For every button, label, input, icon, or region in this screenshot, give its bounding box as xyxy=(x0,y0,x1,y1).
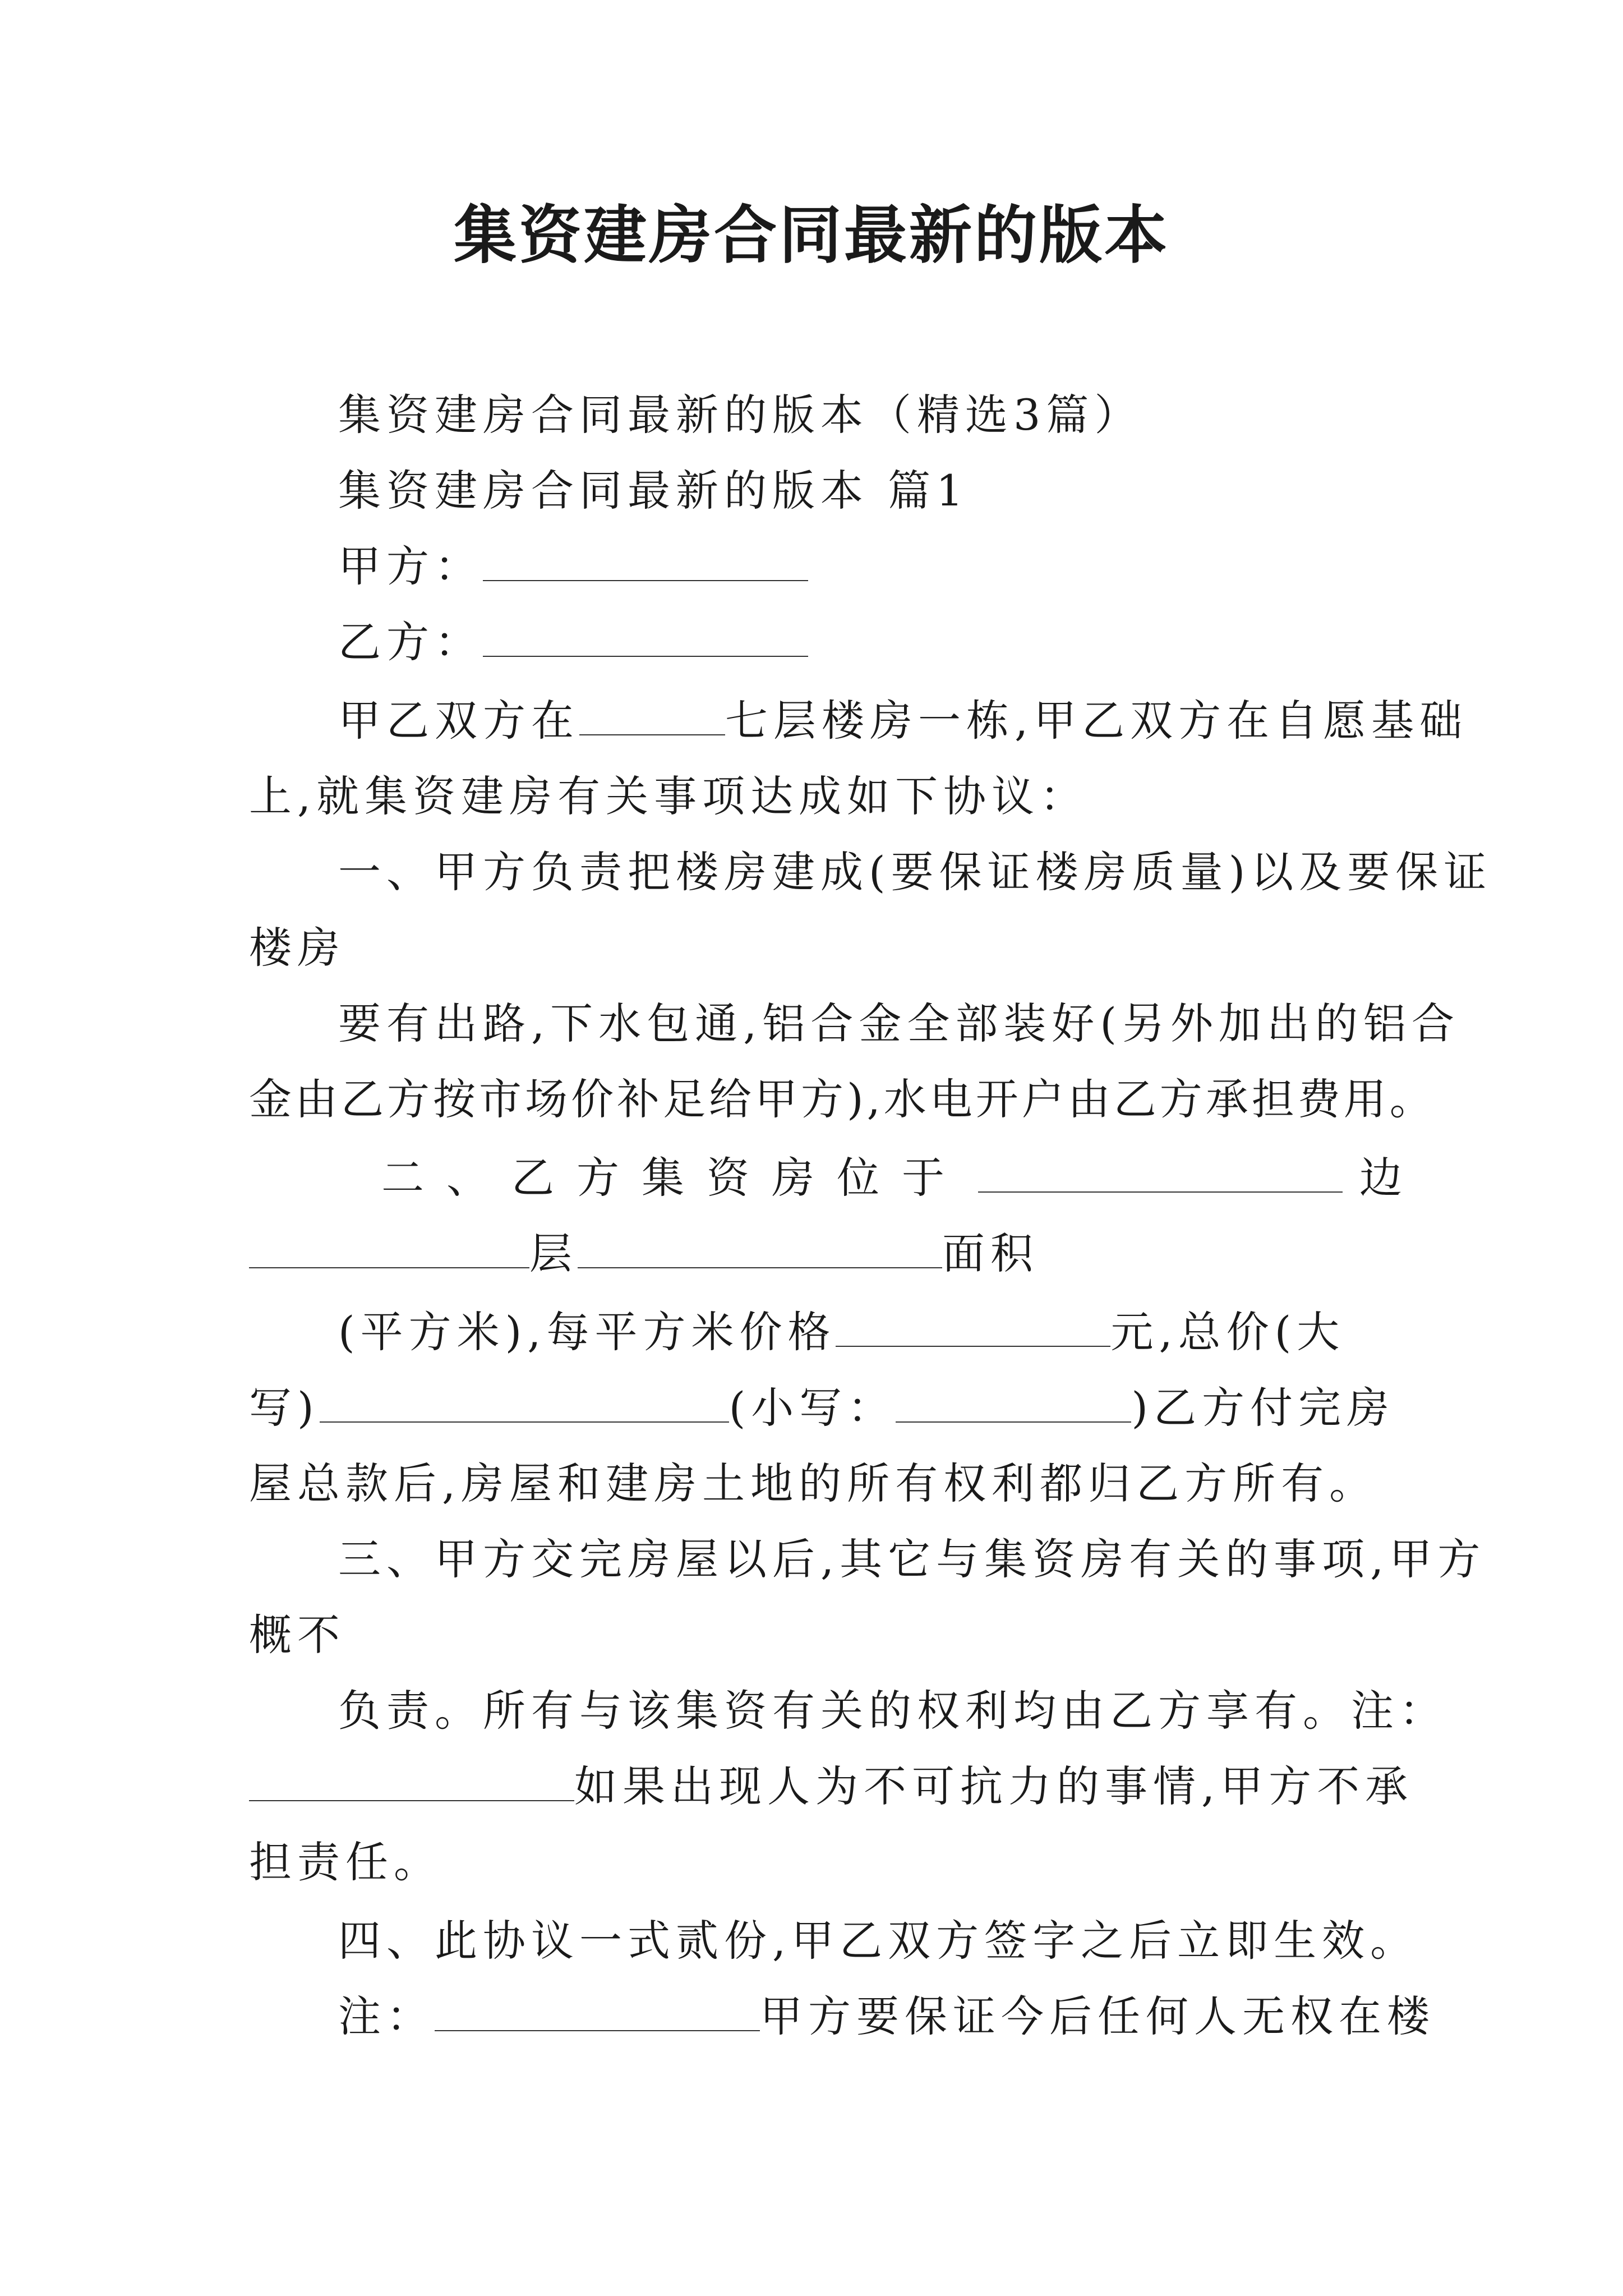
party-a-blank xyxy=(483,546,808,581)
para1-start: 甲乙双方在 xyxy=(338,696,579,746)
clause3-line-c: 负责。所有与该集资有关的权利均由乙方享有。注： xyxy=(338,1686,1447,1736)
party-b-label: 乙方： xyxy=(338,617,483,667)
clause1-line-c: 要有出路,下水包通,铝合金全部装好(另外加出的铝合 xyxy=(338,999,1460,1048)
note-text: 甲方要保证今后任何人无权在楼 xyxy=(760,1991,1435,2041)
note-blank-2 xyxy=(435,1996,760,2031)
clause1-line-b: 楼房 xyxy=(249,923,345,973)
para1-end: 七层楼房一栋,甲乙双方在自愿基础 xyxy=(725,696,1468,746)
clause3-line-a: 三、甲方交完房屋以后,其它与集资房有关的事项,甲方 xyxy=(338,1534,1486,1584)
section-heading: 集资建房合同最新的版本 篇1 xyxy=(338,466,969,516)
clause2-line-b xyxy=(249,1226,1039,1282)
unit-blank xyxy=(249,1234,529,1268)
clause2-text-i: )乙方付完房 xyxy=(1131,1383,1395,1433)
para1-line xyxy=(338,693,1468,749)
clause2-line-a xyxy=(381,1150,1408,1206)
document-title: 集资建房合同最新的版本 xyxy=(454,199,1169,272)
subtitle: 集资建房合同最新的版本（精选3篇） xyxy=(338,390,1143,440)
total-numeric-blank xyxy=(896,1388,1131,1423)
clause2-text-d: 面积 xyxy=(942,1228,1039,1278)
unit-price-blank xyxy=(836,1312,1110,1347)
para1-cont: 上,就集资建房有关事项达成如下协议： xyxy=(249,771,1089,821)
note-line xyxy=(338,1989,1435,2045)
clause2-text-g: 写) xyxy=(249,1383,320,1433)
clause3-line-b: 概不 xyxy=(249,1610,345,1660)
clause1-line-a: 一、甲方负责把楼房建成(要保证楼房质量)以及要保证 xyxy=(338,847,1492,897)
party-a-line xyxy=(338,539,808,595)
location-blank xyxy=(579,701,725,735)
clause2-text-e: (平方米),每平方米价格 xyxy=(338,1307,836,1357)
clause3-line-d xyxy=(249,1759,1413,1815)
party-b-line xyxy=(338,614,808,670)
clause2-text-b: 边 xyxy=(1359,1153,1408,1203)
clause3-line-e: 担责任。 xyxy=(249,1837,442,1887)
note-label: 注： xyxy=(338,1991,435,2041)
note-blank-1 xyxy=(249,1766,574,1801)
clause3-text-d: 如果出现人为不可抗力的事情,甲方不承 xyxy=(574,1761,1414,1811)
total-uppercase-blank xyxy=(320,1388,729,1423)
clause2-text-c: 层 xyxy=(529,1228,578,1278)
clause2-text-h: (小写： xyxy=(728,1383,896,1433)
clause4-line: 四、此协议一式贰份,甲乙双方签字之后立即生效。 xyxy=(338,1916,1419,1966)
clause1-line-d: 金由乙方按市场价补足给甲方),水电开户由乙方承担费用。 xyxy=(249,1074,1436,1124)
clause2-text-a: 二、乙方集资房位于 xyxy=(381,1153,967,1203)
clause2-line-c xyxy=(338,1304,1345,1360)
floor-blank xyxy=(578,1234,942,1268)
clause2-text-f: 元,总价(大 xyxy=(1110,1307,1345,1357)
clause2-line-e: 屋总款后,房屋和建房土地的所有权利都归乙方所有。 xyxy=(249,1458,1378,1508)
party-b-blank xyxy=(483,622,808,657)
party-a-label: 甲方： xyxy=(338,541,483,591)
location-detail-blank xyxy=(978,1158,1343,1193)
clause2-line-d xyxy=(249,1380,1395,1436)
